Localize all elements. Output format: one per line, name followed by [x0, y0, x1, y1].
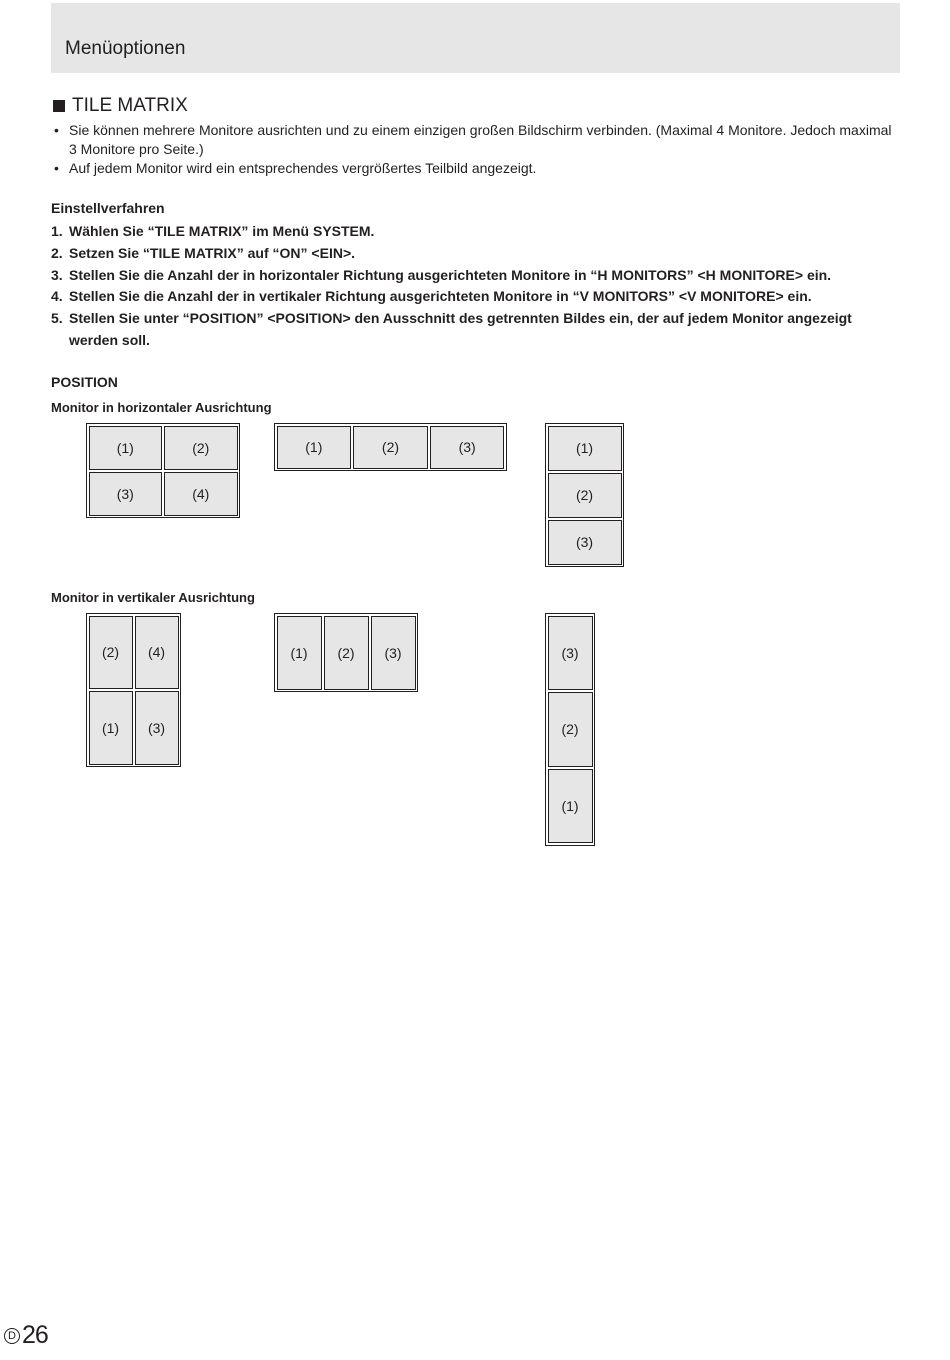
position-title: POSITION — [51, 374, 118, 390]
step-number: 4. — [51, 288, 63, 305]
horizontal-subtitle: Monitor in horizontaler Ausrichtung — [51, 400, 272, 415]
page-number: 26 — [22, 1321, 48, 1349]
monitor-cell: (2) — [89, 616, 133, 690]
monitor-cell: (1) — [548, 769, 593, 844]
step-item — [51, 308, 901, 352]
square-bullet-icon — [53, 100, 65, 112]
bullet-dot-icon: • — [54, 122, 59, 138]
monitor-cell: (4) — [164, 472, 238, 516]
section-heading — [51, 95, 188, 117]
monitor-cell: (3) — [135, 691, 179, 765]
section-title: TILE MATRIX — [72, 95, 188, 116]
monitor-cell: (4) — [135, 616, 179, 690]
monitor-cell: (2) — [324, 616, 369, 690]
step-item — [51, 221, 901, 243]
monitor-cell: (3) — [548, 520, 622, 565]
step-text: Stellen Sie die Anzahl der in vertikaler Richtung ausgerichteten Monitore in “V MONITORS” <V MONITORE> ein. — [69, 288, 812, 305]
language-mark: D — [4, 1328, 20, 1344]
step-item — [51, 243, 901, 265]
step-text: Stellen Sie die Anzahl der in horizontaler Richtung ausgerichteten Monitore in “H MONITORS” <H MONITORE> ein. — [69, 266, 832, 283]
monitor-cell: (1) — [89, 691, 133, 765]
monitor-cell: (2) — [548, 473, 622, 518]
monitor-cell: (2) — [548, 692, 593, 767]
monitor-cell: (3) — [371, 616, 416, 690]
monitor-cell: (1) — [277, 426, 352, 469]
monitor-cell: (3) — [548, 616, 593, 691]
vertical-grid-2x2 — [86, 613, 181, 767]
bullet-list — [51, 121, 901, 178]
list-item — [51, 121, 901, 159]
step-number: 5. — [51, 310, 63, 327]
bullet-text: Auf jedem Monitor wird ein entsprechendes vergrößertes Teilbild angezeigt. — [69, 160, 537, 176]
step-text: Setzen Sie “TILE MATRIX” auf “ON” <EIN>. — [69, 244, 356, 261]
bullet-dot-icon: • — [54, 160, 59, 176]
step-number: 1. — [51, 223, 63, 239]
step-item — [51, 265, 901, 287]
vertical-subtitle: Monitor in vertikaler Ausrichtung — [51, 590, 255, 605]
vertical-grid-1x3 — [545, 613, 595, 846]
horizontal-grid-2x2 — [86, 423, 240, 518]
monitor-cell: (3) — [430, 426, 505, 469]
page-title: Menüoptionen — [65, 38, 186, 59]
horizontal-grid-1x3 — [545, 423, 624, 567]
step-text: Stellen Sie unter “POSITION” <POSITION> den Ausschnitt des getrennten Bildes ein, der auf jedem Monitor angezeigt werden soll. — [69, 310, 852, 348]
step-text: Wählen Sie “TILE MATRIX” im Menü SYSTEM. — [69, 223, 375, 239]
page-footer — [4, 1321, 48, 1350]
bullet-text: Sie können mehrere Monitore ausrichten und zu einem einzigen großen Bildschirm verbinden. (Maximal 4 Monitore. Jedoch maximal 3 Monitore pro Seite.) — [69, 122, 892, 157]
monitor-cell: (2) — [353, 426, 428, 469]
vertical-grid-3x1 — [274, 613, 418, 692]
procedure-title: Einstellverfahren — [51, 200, 165, 216]
monitor-cell: (1) — [277, 616, 322, 690]
monitor-cell: (1) — [89, 426, 163, 470]
step-number: 2. — [51, 244, 63, 261]
horizontal-grid-3x1 — [274, 423, 507, 471]
list-item — [51, 159, 901, 178]
step-number: 3. — [51, 266, 63, 283]
monitor-cell: (2) — [164, 426, 238, 470]
header-bar — [51, 3, 900, 73]
step-list — [51, 221, 901, 352]
monitor-cell: (3) — [89, 472, 163, 516]
monitor-cell: (1) — [548, 426, 622, 471]
step-item — [51, 286, 901, 308]
